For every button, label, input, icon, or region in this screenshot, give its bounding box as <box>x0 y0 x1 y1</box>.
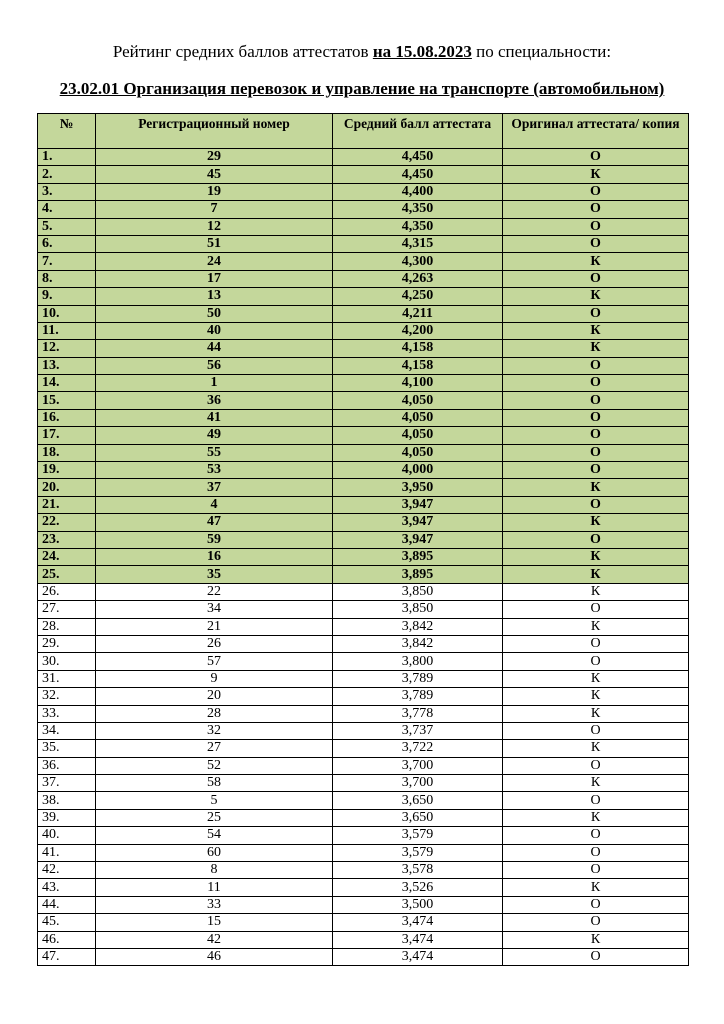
table-row <box>38 757 689 774</box>
cell-number: 15. <box>38 392 96 409</box>
cell-registration-number: 13 <box>96 288 333 305</box>
cell-original-copy: О <box>503 496 689 513</box>
cell-original-copy: К <box>503 740 689 757</box>
cell-registration-number: 50 <box>96 305 333 322</box>
table-row <box>38 740 689 757</box>
cell-average-score: 3,526 <box>333 879 503 896</box>
cell-registration-number: 15 <box>96 914 333 931</box>
table-row <box>38 548 689 565</box>
cell-original-copy: О <box>503 653 689 670</box>
cell-original-copy: О <box>503 218 689 235</box>
cell-average-score: 4,050 <box>333 409 503 426</box>
title-prefix: Рейтинг средних баллов аттестатов <box>112 42 369 61</box>
cell-original-copy: О <box>503 948 689 965</box>
cell-registration-number: 24 <box>96 253 333 270</box>
cell-number: 23. <box>38 531 96 548</box>
cell-number: 17. <box>38 427 96 444</box>
cell-original-copy: К <box>503 809 689 826</box>
table-row <box>38 601 689 618</box>
cell-registration-number: 47 <box>96 514 333 531</box>
table-body <box>38 149 689 966</box>
cell-number: 30. <box>38 653 96 670</box>
cell-average-score: 4,200 <box>333 322 503 339</box>
cell-registration-number: 53 <box>96 462 333 479</box>
cell-average-score: 3,947 <box>333 496 503 513</box>
cell-original-copy: О <box>503 722 689 739</box>
table-row <box>38 288 689 305</box>
cell-average-score: 3,895 <box>333 548 503 565</box>
table-row <box>38 322 689 339</box>
cell-number: 13. <box>38 357 96 374</box>
cell-average-score: 4,100 <box>333 375 503 392</box>
table-row <box>38 722 689 739</box>
cell-original-copy: О <box>503 601 689 618</box>
cell-number: 45. <box>38 914 96 931</box>
cell-registration-number: 32 <box>96 722 333 739</box>
table-row <box>38 479 689 496</box>
cell-average-score: 4,250 <box>333 288 503 305</box>
cell-registration-number: 49 <box>96 427 333 444</box>
cell-average-score: 3,579 <box>333 827 503 844</box>
cell-number: 11. <box>38 322 96 339</box>
cell-original-copy: О <box>503 444 689 461</box>
title-suffix: по специальности: <box>476 42 612 61</box>
cell-original-copy: О <box>503 635 689 652</box>
cell-average-score: 3,800 <box>333 653 503 670</box>
table-row <box>38 427 689 444</box>
cell-average-score: 4,450 <box>333 166 503 183</box>
cell-average-score: 4,400 <box>333 183 503 200</box>
table-row <box>38 705 689 722</box>
column-header-score: Средний балл аттестата <box>333 114 503 149</box>
cell-registration-number: 1 <box>96 375 333 392</box>
table-row <box>38 809 689 826</box>
table-row <box>38 375 689 392</box>
cell-original-copy: К <box>503 618 689 635</box>
cell-number: 38. <box>38 792 96 809</box>
cell-average-score: 4,300 <box>333 253 503 270</box>
cell-registration-number: 60 <box>96 844 333 861</box>
cell-original-copy: О <box>503 357 689 374</box>
cell-average-score: 3,850 <box>333 601 503 618</box>
cell-average-score: 4,158 <box>333 357 503 374</box>
cell-number: 5. <box>38 218 96 235</box>
cell-original-copy: К <box>503 931 689 948</box>
cell-number: 42. <box>38 862 96 879</box>
cell-original-copy: К <box>503 583 689 600</box>
cell-original-copy: О <box>503 375 689 392</box>
cell-registration-number: 11 <box>96 879 333 896</box>
cell-average-score: 4,450 <box>333 149 503 166</box>
cell-original-copy: К <box>503 566 689 583</box>
table-row <box>38 462 689 479</box>
table-row <box>38 305 689 322</box>
cell-average-score: 3,842 <box>333 635 503 652</box>
cell-average-score: 3,650 <box>333 792 503 809</box>
table-row <box>38 670 689 687</box>
cell-average-score: 3,789 <box>333 688 503 705</box>
cell-number: 27. <box>38 601 96 618</box>
cell-average-score: 4,050 <box>333 392 503 409</box>
cell-number: 3. <box>38 183 96 200</box>
cell-average-score: 3,947 <box>333 531 503 548</box>
cell-registration-number: 46 <box>96 948 333 965</box>
cell-number: 36. <box>38 757 96 774</box>
cell-original-copy: О <box>503 827 689 844</box>
cell-number: 24. <box>38 548 96 565</box>
cell-average-score: 3,474 <box>333 948 503 965</box>
cell-registration-number: 17 <box>96 270 333 287</box>
cell-number: 28. <box>38 618 96 635</box>
cell-number: 25. <box>38 566 96 583</box>
cell-average-score: 4,000 <box>333 462 503 479</box>
cell-average-score: 3,950 <box>333 479 503 496</box>
table-row <box>38 496 689 513</box>
cell-original-copy: К <box>503 288 689 305</box>
cell-average-score: 3,850 <box>333 583 503 600</box>
cell-average-score: 3,700 <box>333 757 503 774</box>
cell-registration-number: 8 <box>96 862 333 879</box>
cell-average-score: 4,350 <box>333 218 503 235</box>
table-header-row <box>38 114 689 149</box>
cell-number: 34. <box>38 722 96 739</box>
cell-number: 14. <box>38 375 96 392</box>
title-date: на 15.08.2023 <box>372 42 472 61</box>
cell-registration-number: 19 <box>96 183 333 200</box>
table-row <box>38 583 689 600</box>
column-header-registration: Регистрационный номер <box>96 114 333 149</box>
cell-average-score: 3,474 <box>333 914 503 931</box>
cell-average-score: 3,578 <box>333 862 503 879</box>
cell-number: 2. <box>38 166 96 183</box>
cell-number: 19. <box>38 462 96 479</box>
cell-number: 40. <box>38 827 96 844</box>
table-row <box>38 566 689 583</box>
cell-registration-number: 45 <box>96 166 333 183</box>
table-row <box>38 183 689 200</box>
cell-average-score: 3,500 <box>333 896 503 913</box>
cell-registration-number: 21 <box>96 618 333 635</box>
cell-original-copy: О <box>503 844 689 861</box>
cell-registration-number: 36 <box>96 392 333 409</box>
table-row <box>38 514 689 531</box>
cell-original-copy: К <box>503 705 689 722</box>
cell-number: 16. <box>38 409 96 426</box>
cell-original-copy: О <box>503 149 689 166</box>
cell-number: 7. <box>38 253 96 270</box>
cell-original-copy: К <box>503 548 689 565</box>
cell-average-score: 3,650 <box>333 809 503 826</box>
cell-average-score: 3,579 <box>333 844 503 861</box>
cell-registration-number: 22 <box>96 583 333 600</box>
table-row <box>38 688 689 705</box>
table-row <box>38 879 689 896</box>
table-row <box>38 896 689 913</box>
cell-average-score: 3,737 <box>333 722 503 739</box>
specialty-heading: 23.02.01 Организация перевозок и управление на транспорте (автомобильном) <box>59 79 665 98</box>
table-row <box>38 653 689 670</box>
table-row <box>38 792 689 809</box>
cell-registration-number: 4 <box>96 496 333 513</box>
cell-original-copy: К <box>503 340 689 357</box>
table-row <box>38 931 689 948</box>
cell-registration-number: 52 <box>96 757 333 774</box>
cell-registration-number: 41 <box>96 409 333 426</box>
cell-number: 10. <box>38 305 96 322</box>
cell-number: 22. <box>38 514 96 531</box>
cell-number: 9. <box>38 288 96 305</box>
table-row <box>38 635 689 652</box>
cell-average-score: 3,789 <box>333 670 503 687</box>
cell-average-score: 4,263 <box>333 270 503 287</box>
table-row <box>38 444 689 461</box>
cell-original-copy: О <box>503 305 689 322</box>
cell-registration-number: 44 <box>96 340 333 357</box>
cell-number: 41. <box>38 844 96 861</box>
table-row <box>38 392 689 409</box>
table-row <box>38 531 689 548</box>
table-row <box>38 149 689 166</box>
cell-original-copy: К <box>503 514 689 531</box>
cell-registration-number: 26 <box>96 635 333 652</box>
cell-number: 12. <box>38 340 96 357</box>
cell-number: 6. <box>38 235 96 252</box>
table-row <box>38 201 689 218</box>
cell-number: 39. <box>38 809 96 826</box>
cell-original-copy: О <box>503 462 689 479</box>
cell-original-copy: К <box>503 166 689 183</box>
cell-registration-number: 25 <box>96 809 333 826</box>
cell-original-copy: О <box>503 792 689 809</box>
cell-registration-number: 5 <box>96 792 333 809</box>
cell-registration-number: 7 <box>96 201 333 218</box>
cell-number: 35. <box>38 740 96 757</box>
cell-original-copy: О <box>503 392 689 409</box>
cell-number: 1. <box>38 149 96 166</box>
page-title <box>0 42 724 62</box>
column-header-original-copy: Оригинал аттестата/ копия <box>503 114 689 149</box>
cell-original-copy: К <box>503 479 689 496</box>
cell-original-copy: О <box>503 862 689 879</box>
table-row <box>38 166 689 183</box>
cell-number: 31. <box>38 670 96 687</box>
cell-number: 4. <box>38 201 96 218</box>
rating-table <box>37 113 689 966</box>
table-row <box>38 218 689 235</box>
cell-registration-number: 27 <box>96 740 333 757</box>
cell-original-copy: К <box>503 670 689 687</box>
cell-original-copy: О <box>503 914 689 931</box>
cell-average-score: 4,158 <box>333 340 503 357</box>
cell-original-copy: О <box>503 235 689 252</box>
cell-number: 37. <box>38 775 96 792</box>
cell-registration-number: 12 <box>96 218 333 235</box>
cell-registration-number: 42 <box>96 931 333 948</box>
table-row <box>38 775 689 792</box>
column-header-number: № <box>38 114 96 149</box>
cell-average-score: 4,050 <box>333 427 503 444</box>
cell-original-copy: О <box>503 896 689 913</box>
cell-number: 21. <box>38 496 96 513</box>
table-row <box>38 618 689 635</box>
cell-average-score: 3,474 <box>333 931 503 948</box>
cell-number: 29. <box>38 635 96 652</box>
cell-number: 33. <box>38 705 96 722</box>
cell-registration-number: 54 <box>96 827 333 844</box>
cell-registration-number: 16 <box>96 548 333 565</box>
cell-average-score: 4,350 <box>333 201 503 218</box>
cell-registration-number: 58 <box>96 775 333 792</box>
cell-original-copy: К <box>503 879 689 896</box>
cell-registration-number: 55 <box>96 444 333 461</box>
table-row <box>38 253 689 270</box>
table-row <box>38 357 689 374</box>
cell-registration-number: 9 <box>96 670 333 687</box>
cell-original-copy: О <box>503 531 689 548</box>
cell-original-copy: О <box>503 270 689 287</box>
cell-average-score: 3,722 <box>333 740 503 757</box>
cell-registration-number: 37 <box>96 479 333 496</box>
cell-registration-number: 35 <box>96 566 333 583</box>
table-row <box>38 844 689 861</box>
table-row <box>38 827 689 844</box>
cell-average-score: 4,050 <box>333 444 503 461</box>
cell-registration-number: 40 <box>96 322 333 339</box>
cell-number: 26. <box>38 583 96 600</box>
cell-average-score: 4,211 <box>333 305 503 322</box>
cell-number: 46. <box>38 931 96 948</box>
cell-number: 44. <box>38 896 96 913</box>
cell-average-score: 3,778 <box>333 705 503 722</box>
cell-original-copy: К <box>503 253 689 270</box>
cell-number: 32. <box>38 688 96 705</box>
cell-registration-number: 29 <box>96 149 333 166</box>
cell-registration-number: 59 <box>96 531 333 548</box>
cell-original-copy: К <box>503 688 689 705</box>
cell-original-copy: О <box>503 183 689 200</box>
cell-registration-number: 34 <box>96 601 333 618</box>
cell-original-copy: К <box>503 775 689 792</box>
cell-original-copy: О <box>503 427 689 444</box>
table-row <box>38 914 689 931</box>
table-row <box>38 270 689 287</box>
cell-average-score: 4,315 <box>333 235 503 252</box>
cell-registration-number: 28 <box>96 705 333 722</box>
cell-number: 20. <box>38 479 96 496</box>
cell-average-score: 3,895 <box>333 566 503 583</box>
cell-registration-number: 57 <box>96 653 333 670</box>
cell-original-copy: О <box>503 201 689 218</box>
cell-registration-number: 56 <box>96 357 333 374</box>
table-row <box>38 409 689 426</box>
cell-registration-number: 51 <box>96 235 333 252</box>
cell-registration-number: 33 <box>96 896 333 913</box>
cell-number: 47. <box>38 948 96 965</box>
cell-number: 8. <box>38 270 96 287</box>
cell-number: 43. <box>38 879 96 896</box>
cell-registration-number: 20 <box>96 688 333 705</box>
cell-original-copy: О <box>503 409 689 426</box>
table-row <box>38 235 689 252</box>
cell-average-score: 3,700 <box>333 775 503 792</box>
table-row <box>38 340 689 357</box>
cell-average-score: 3,947 <box>333 514 503 531</box>
cell-original-copy: К <box>503 322 689 339</box>
cell-original-copy: О <box>503 757 689 774</box>
table-row <box>38 862 689 879</box>
cell-number: 18. <box>38 444 96 461</box>
table-row <box>38 948 689 965</box>
cell-average-score: 3,842 <box>333 618 503 635</box>
